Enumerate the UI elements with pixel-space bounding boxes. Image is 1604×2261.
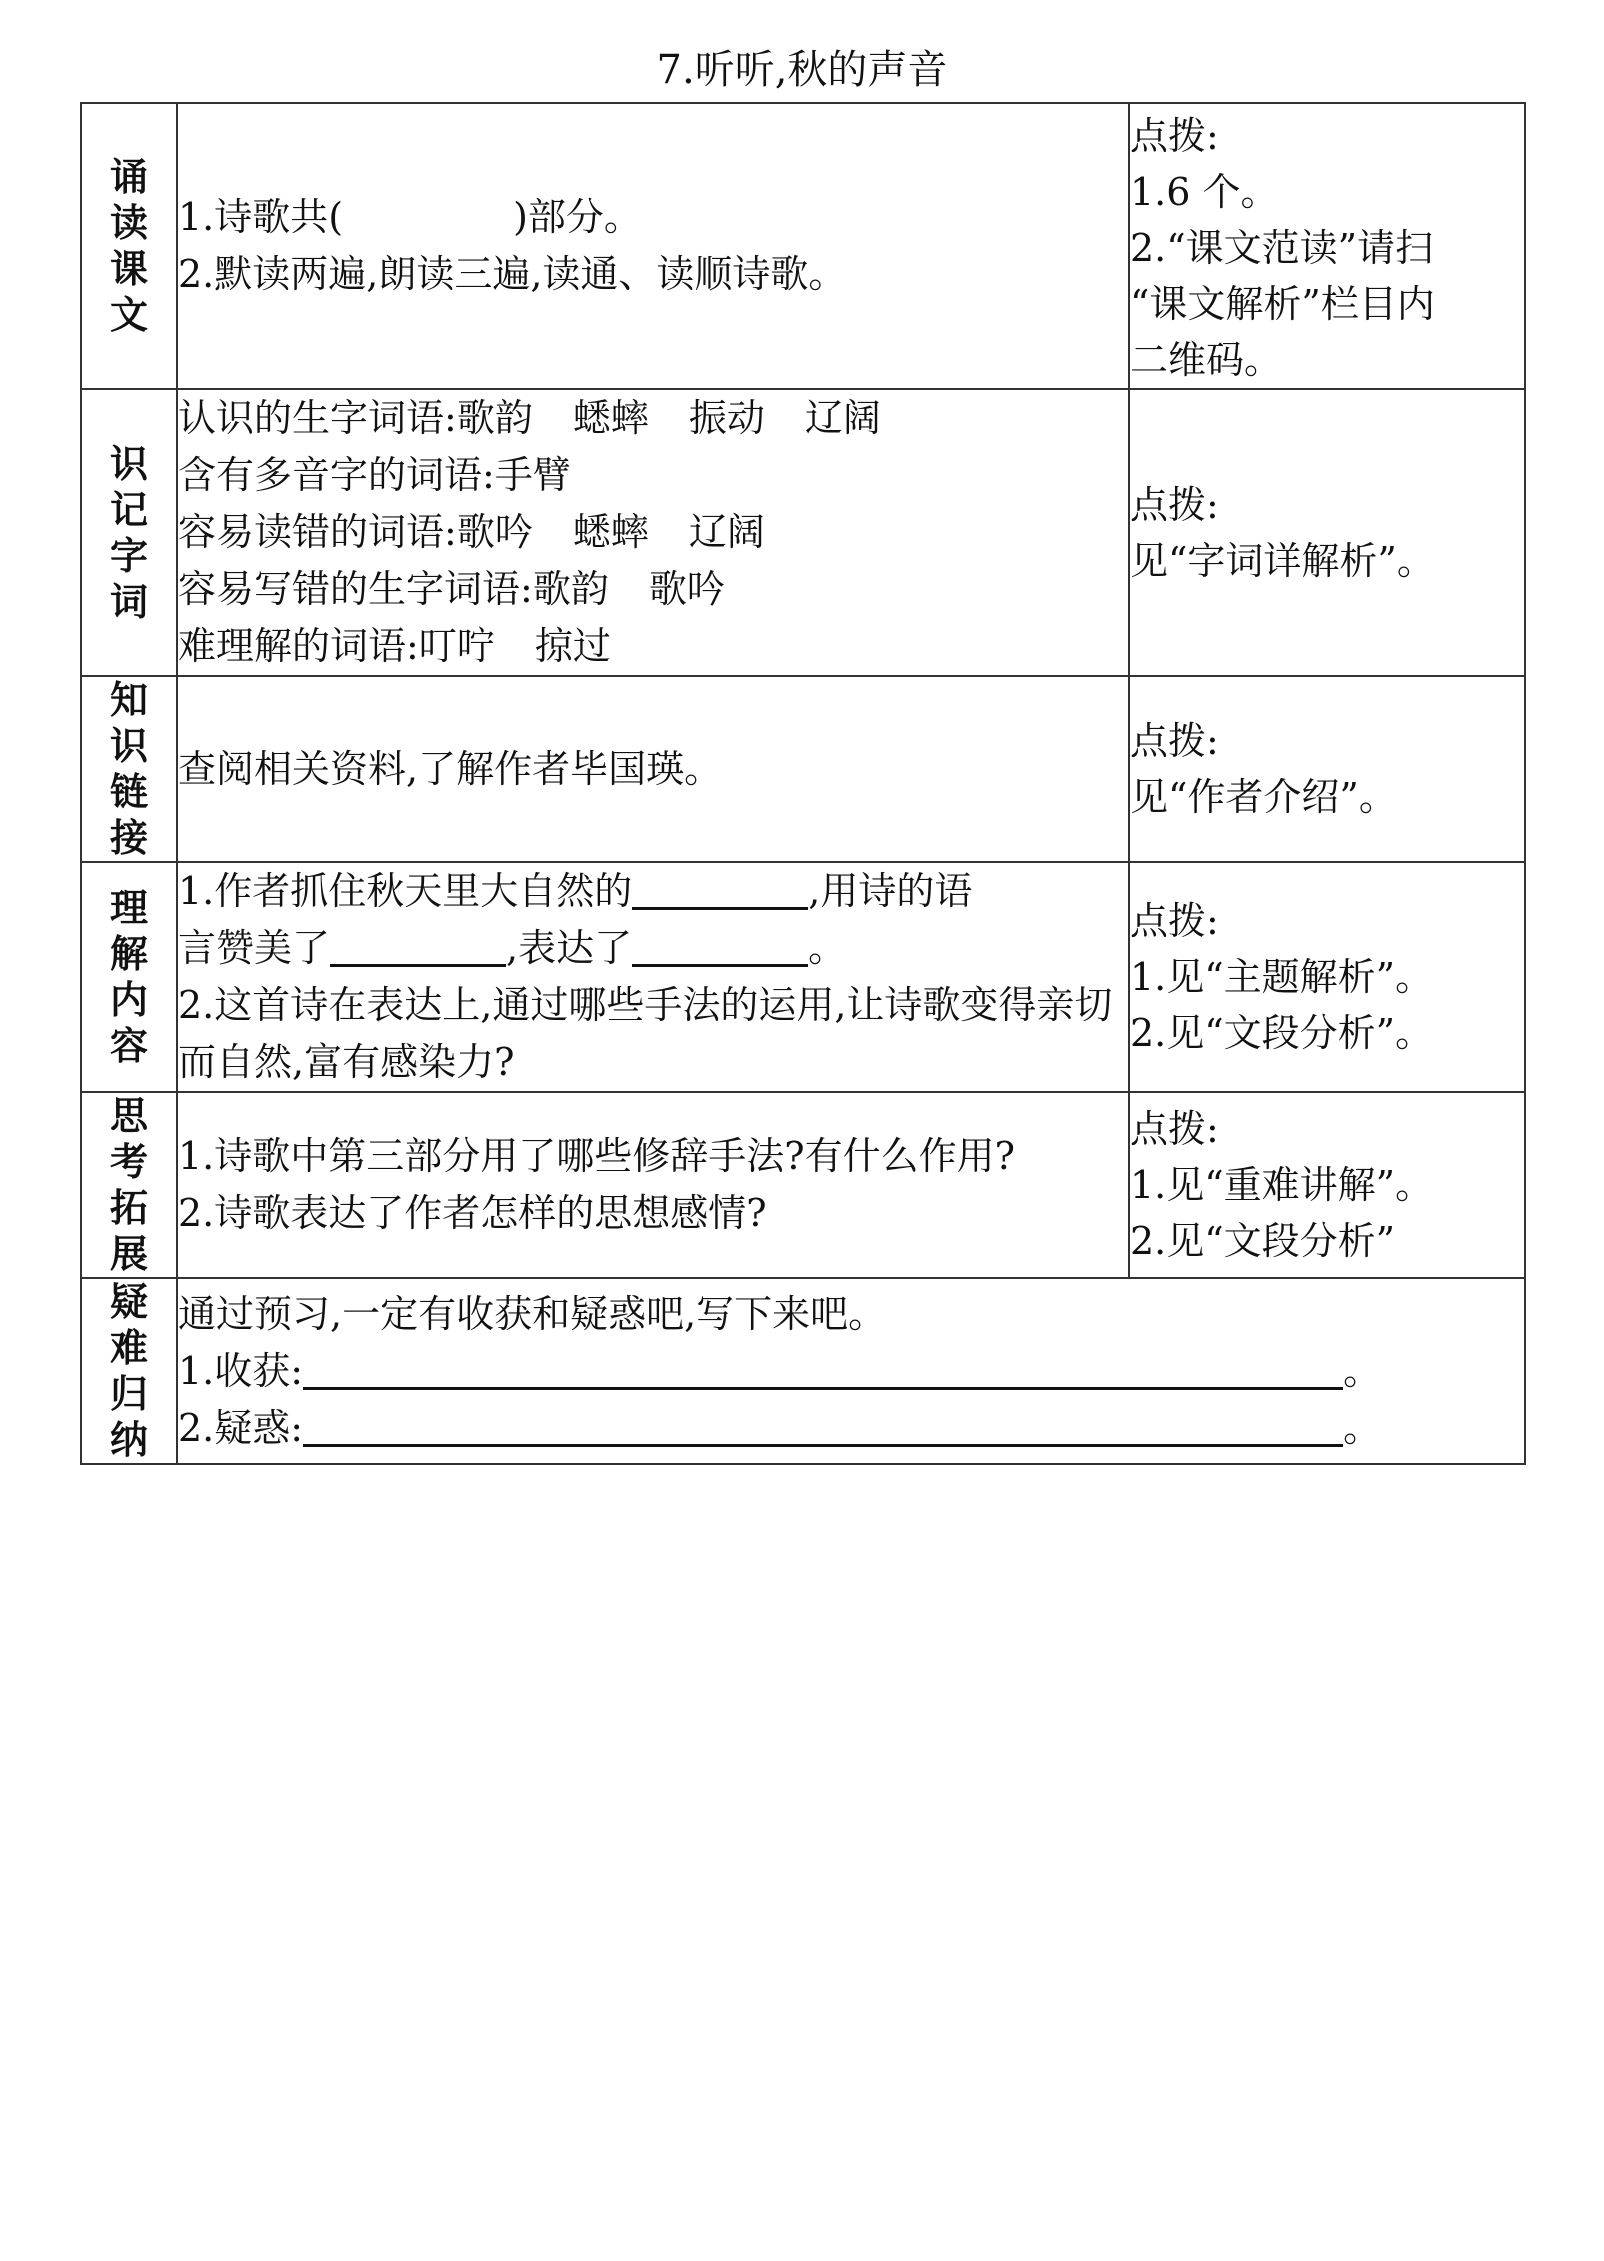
gain-answer-line[interactable] <box>303 1347 1343 1390</box>
hint-understand-content: 点拨: 1.见“主题解析”。 2.见“文段分析”。 <box>1129 862 1525 1092</box>
doubt-answer-line[interactable] <box>303 1404 1343 1447</box>
vocab-line-misread: 容易读错的词语:歌吟 蟋蟀 辽阔 <box>178 510 765 554</box>
row-content-think-extend: 1.诗歌中第三部分用了哪些修辞手法?有什么作用? 2.诗歌表达了作者怎样的思想感情? <box>177 1092 1129 1278</box>
hint-vocabulary: 点拨: 见“字词详解析”。 <box>1129 389 1525 676</box>
row-label-knowledge-link: 知 识 链 接 <box>81 676 177 862</box>
answer-blank[interactable] <box>632 867 808 910</box>
row-read-aloud <box>81 103 1525 389</box>
row-label-summary: 疑 难 归 纳 <box>81 1278 177 1464</box>
row-content-read-aloud <box>177 103 1129 389</box>
row-content-understand-content: 1.作者抓住秋天里大自然的 ,用诗的语 言赞美了 ,表达了 。 2.这首诗在表达上,通过哪些手法的运用,让诗歌变得亲切而自然,富有感染力? <box>177 862 1129 1092</box>
row-think-extend <box>81 1092 1525 1278</box>
hint-knowledge-link: 点拨: 见“作者介绍”。 <box>1129 676 1525 862</box>
row-content-knowledge-link: 查阅相关资料,了解作者毕国瑛。 <box>177 676 1129 862</box>
hint-read-aloud: 点拨: 1.6 个。 2.“课文范读”请扫 “课文解析”栏目内 二维码。 <box>1129 103 1525 389</box>
question-2: 2.默读两遍,朗读三遍,读通、读顺诗歌。 <box>178 252 847 296</box>
vocab-line-new-words: 认识的生字词语:歌韵 蟋蟀 振动 辽阔 <box>178 396 881 440</box>
vocab-line-polyphonic: 含有多音字的词语:手臂 <box>178 453 571 497</box>
hint-think-extend: 点拨: 1.见“重难讲解”。 2.见“文段分析” <box>1129 1092 1525 1278</box>
row-understand-content <box>81 862 1525 1092</box>
row-summary <box>81 1278 1525 1464</box>
row-content-summary: 通过预习,一定有收获和疑惑吧,写下来吧。 1.收获: 。 2.疑惑: 。 <box>177 1278 1525 1464</box>
row-vocabulary <box>81 389 1525 676</box>
row-label-read-aloud: 诵 读 课 文 <box>81 103 177 389</box>
answer-blank[interactable] <box>632 924 808 967</box>
row-label-vocabulary: 识 记 字 词 <box>81 389 177 676</box>
answer-blank[interactable] <box>330 924 506 967</box>
page-title: 7.听听,秋的声音 <box>656 47 948 93</box>
row-label-think-extend: 思 考 拓 展 <box>81 1092 177 1278</box>
vocab-line-difficult: 难理解的词语:叮咛 掠过 <box>178 624 611 668</box>
row-label-understand-content: 理 解 内 容 <box>81 862 177 1092</box>
preview-worksheet-table <box>80 102 1526 1465</box>
row-knowledge-link <box>81 676 1525 862</box>
question-1: 1.诗歌共( )部分。 <box>178 195 642 239</box>
row-content-vocabulary <box>177 389 1129 676</box>
vocab-line-miswritten: 容易写错的生字词语:歌韵 歌吟 <box>178 567 725 611</box>
